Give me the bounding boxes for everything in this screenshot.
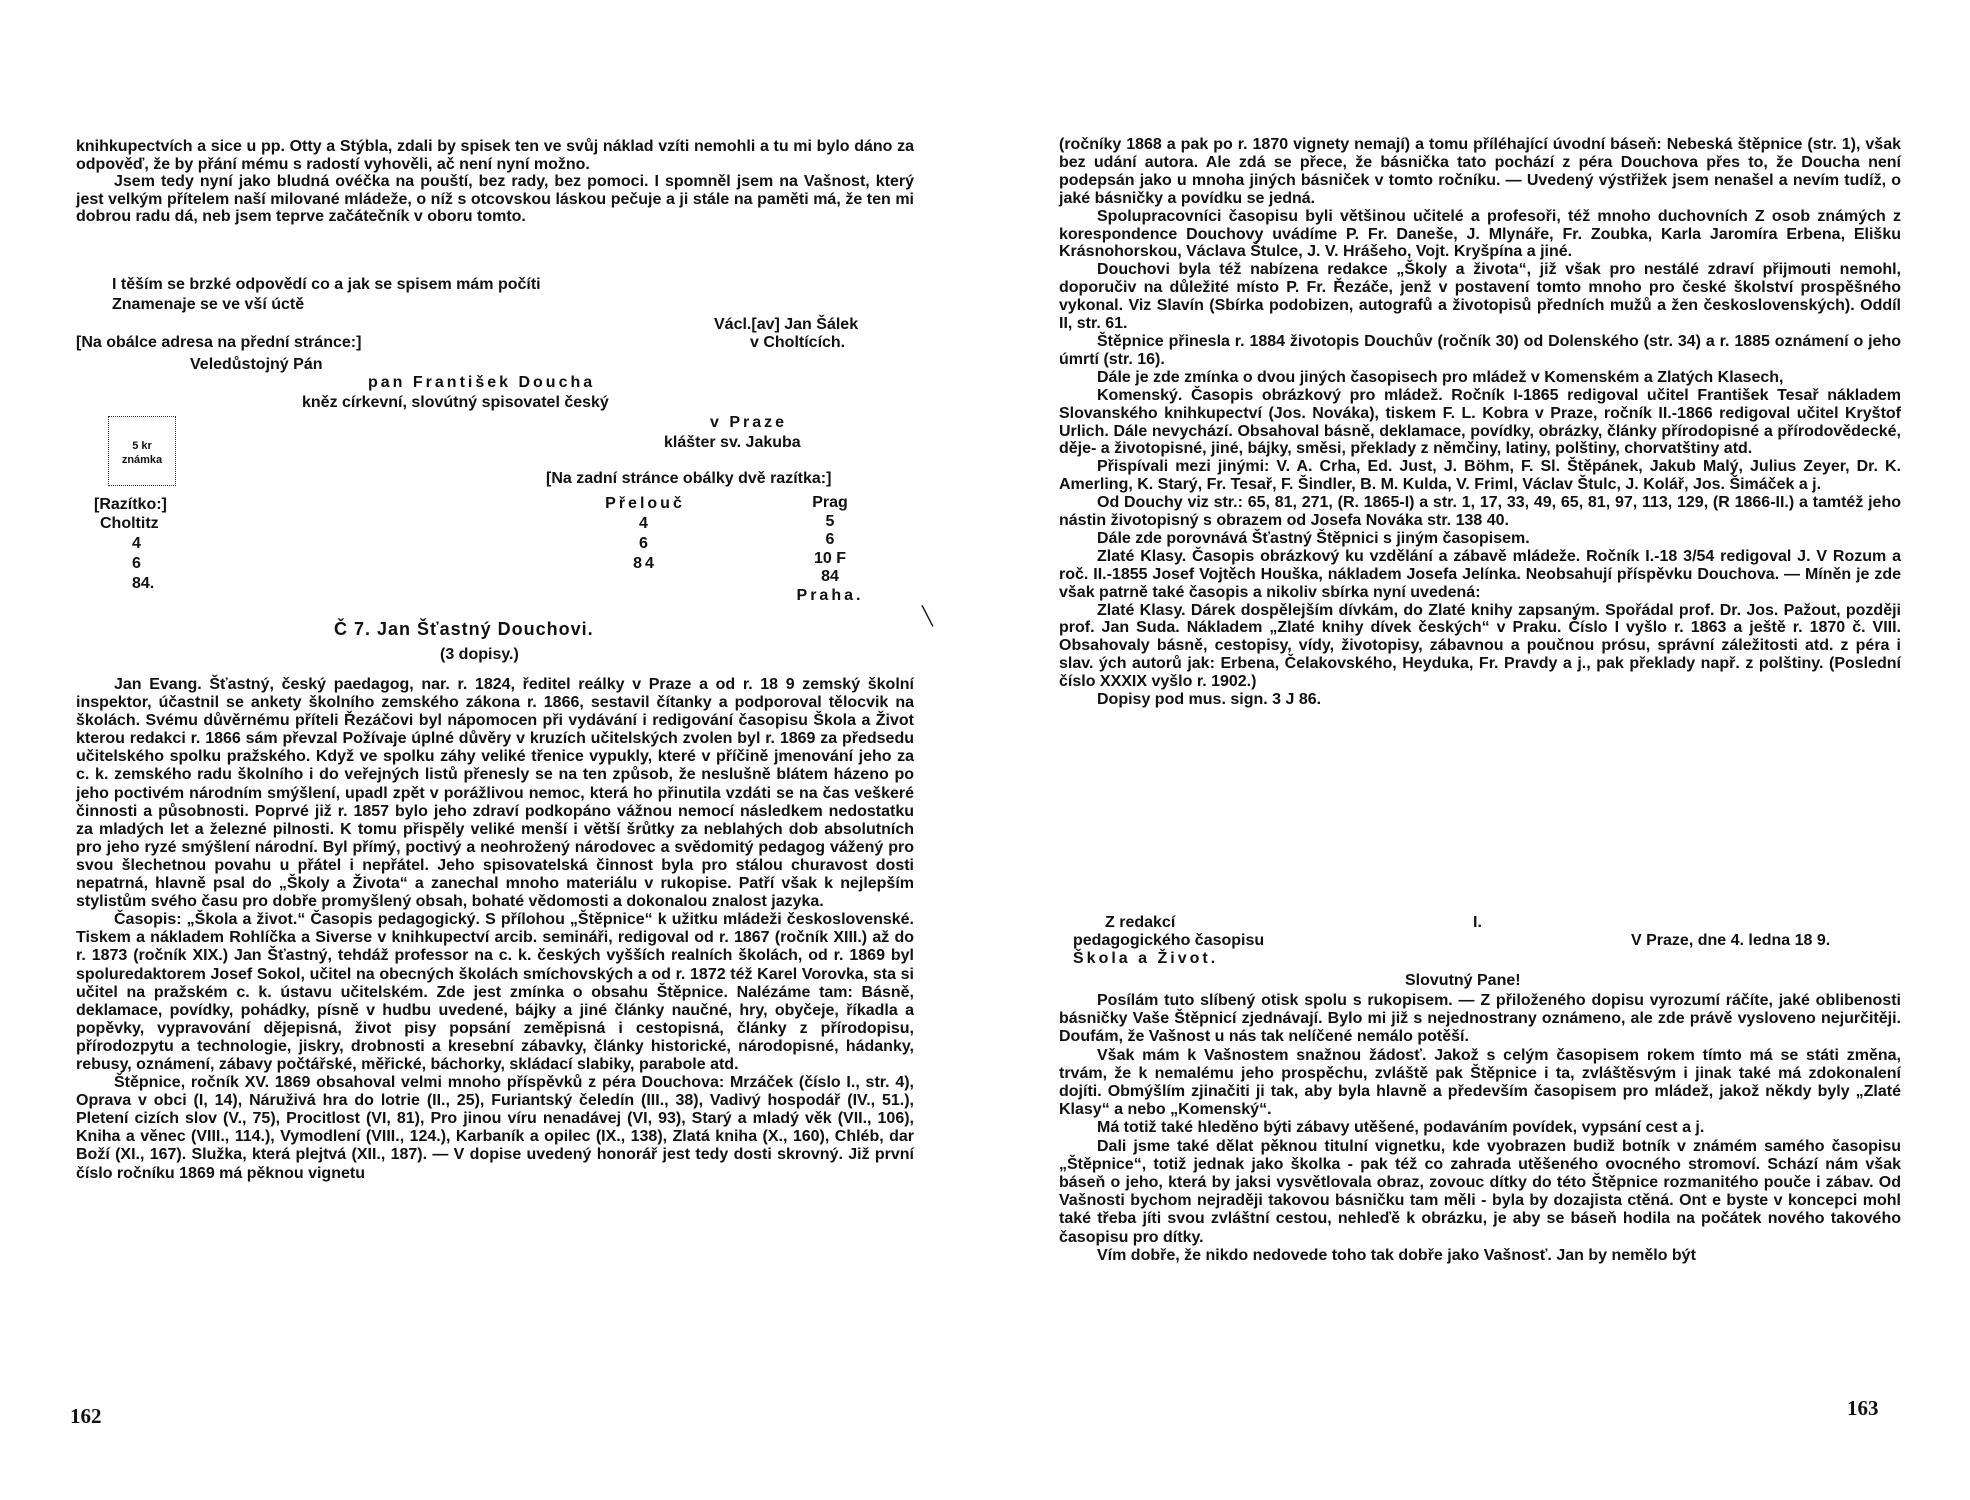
letter-paragraph: Vím dobře, že nikdo nedovede toho tak dobře jako Vašnosť. Jan by nemělo být	[1097, 1246, 1696, 1264]
page-number: 163	[1847, 1396, 1879, 1420]
page-number: 162	[70, 1404, 102, 1428]
stamp-col-3-item: 10 F	[813, 549, 846, 567]
body-paragraph: Od Douchy viz str.: 65, 81, 271, (R. 1865-I) a str. 1, 17, 33, 49, 65, 81, 97, 113, 129, (R 1866-II.) a tamtéž jeho nástin životopisný s obrazem od Josefa Nováka str. 138 40.	[1059, 494, 1901, 530]
stamp-col-2-item: 6	[639, 535, 651, 552]
body-paragraph: Dále zde porovnává Šťastný Štěpnici s jiným časopisem.	[1097, 529, 1530, 547]
stamp-col-1	[100, 514, 159, 594]
stamp-col-1-item: 6	[132, 555, 141, 572]
back-note: [Na zadní stránce obálky dvě razítka:]	[546, 470, 832, 487]
letter-paragraph: Však mám k Vašnostem snažnou žádosť. Jakož s celým časopisem rokem tímto má se státi změna, trvám, že k nemalému jeho prospěchu, zvláště pak Štěpnice i ta, zvláštěsvým i jinak také má zdokonalení dojíti. Obmýšlím zjinačiti ji tak, aby byla hlavně a především časopisem pro mládež, jakož někdy byly „Zlaté Klasy“ a nebo „Komenský“.	[1059, 1046, 1901, 1119]
stamp-col-1-item: 4	[132, 535, 141, 552]
letter-text-top: knihkupectvích a sice u pp. Otty a Stýbla, zdali by spisek ten ve svůj náklad vzíti nemohli a tu mi bylo dáno za odpověď, že by přání mému s radostí vyhověli, ač není nyní možno.	[76, 138, 914, 173]
letter-line-tesim: I těším se brzké odpovědí co a jak se spisem mám počíti	[112, 276, 541, 293]
letter-from-3: Škola a Život.	[1073, 950, 1219, 967]
stamp-col-1-item: 84.	[132, 575, 155, 592]
chapter-heading: Č 7. Jan Šťastný Douchovi.	[334, 619, 594, 639]
letter-paragraph: Posílám tuto slíbený otisk spolu s rukopisem. — Z přiloženého dopisu vyrozumí ráčíte, jaké oblibenosti básničky Vaše Štěpnicí zjednávají. Bylo mi již s nejednostrany oznámeno, ale zde právě vysloveno nejurčitěji. Doufám, že Vašnost u nás tak nelíčené nemálo potěší.	[1059, 992, 1901, 1046]
letter-body	[1059, 992, 1901, 1265]
letter-from-2: pedagogického časopisu	[1073, 932, 1265, 949]
envelope-veled: Veledůstojný Pán	[190, 356, 323, 373]
body-paragraph: Zlaté Klasy. Dárek dospělejším dívkám, do Zlaté knihy zapsaným. Spořádal prof. Dr. Jos. Pažout, později prof. Jan Suda. Nákladem „Zlaté knihy dívek českých“ v Praku. Číslo I vyšlo r. 1863 a ještě r. 1870 č. VIII. Obsahovaly básně, cestopisy, vídy, životopisy, zábavnou a poučnou prósu, správní záležitosti atd. z péra i slav. ých autorů jak: Erbena, Čelakovského, Heyduka, Fr. Pravdy a j., pak překlady např. z polštiny. (Poslední číslo XXXIX vyšlo r. 1902.)	[1059, 601, 1901, 691]
letter-from: Z redakcí	[1105, 914, 1176, 931]
postage-stamp	[108, 416, 176, 486]
addressee-name: pan František Doucha	[368, 374, 596, 391]
letter-paragraph: Dali jsme také dělat pěknou titulní vignetku, kde vyobrazen budiž botník v známém samého časopisu „Štěpnice“, totiž jednak jako školka - pak též co zahrada utěšeného ovocného stromoví. Schází nám však báseň o jeho, která by jaksi vysvětlovala obraz, zovouc dítky do této Štěpnice rozmanitého pouče i zábav. Od Vašnosti bychom nejraději takovou básničku tam měli - byla by dozajista ctěná. Ont e byste v koncepci mohl také třeba jíti svou zvláštní cestou, nehleďě k obrázku, je aby se báseň hodila na počátek nového takového časopisu pro dítky.	[1059, 1137, 1901, 1246]
envelope-note: [Na obálce adresa na přední stránce:]	[76, 334, 362, 351]
stray-mark: ╲	[922, 606, 933, 626]
letter-number: I.	[1473, 914, 1482, 931]
stamp-label: známka	[121, 454, 163, 466]
body-paragraph: Štěpnice přinesla r. 1884 životopis Douchův (ročník 30) od Dolenského (str. 34) a r. 1885 oznámení o jeho úmrtí (str. 16).	[1059, 332, 1901, 368]
letter-salutation: Slovutný Pane!	[1405, 972, 1521, 989]
intro-paragraph	[76, 138, 914, 226]
letter-text-2: Jsem tedy nyní jako bludná ovéčka na pouští, bez rady, bez pomoci. I spomněl jsem na Vašnost, který jest velkým přítelem naší milované mládeže, o níž s otcovskou láskou pečuje a ji stále na paměti má, že ten mi dobrou radu dá, neb jsem teprve začátečník v oboru tomto.	[76, 173, 914, 226]
letter-line-zname: Znamenaje se ve vší úctě	[112, 296, 305, 313]
body-paragraph: (ročníky 1868 a pak po r. 1870 vignety nemají) a tomu příléhající úvodní báseň: Nebeská štěpnice (str. 1), však bez udání autora. Ale zdá se přece, že básnička tato pochází z péra Douchova přes to, že Doucha není podepsán jako u mnoha jiných básniček v tomto ročníku. — Uvedený výstřižek jsem nenašel a nevím tudíž, o jaké básničky a povídku se jedná.	[1059, 136, 1901, 207]
body-paragraph: Časopis: „Škola a život.“ Časopis pedagogický. S přílohou „Štěpnice“ k užitku mládeži československé. Tiskem a nákladem Rohlíčka a Siverse v knihkupectví arcib. semináři, redigoval od r. 1867 (ročník XIII.) až do r. 1873 (ročník XIX.) Jan Šťastný, tehdáž professor na c. k. českých vyšších realních školách, od r. 1869 byl spoluredaktorem Josef Sokol, učitel na obecných školách smíchovských a od r. 1872 též Karel Vorovka, sta si učitel na pražském c. k. ústavu učitelském. Zde jest zmínka o obsahu Štěpnice. Nalézáme tam: Básně, deklamace, povídky, pohádky, písně v hudbu uvedené, bájky a jiné články naučné, hry, obyčeje, říkadla a popěvky, vypravování dějepisná, život pisy popsání zeměpisná i cestopisná, články z přírodopisu, přírodozpytu a technologie, jiskry, drobnosti a kresební zábavky, články historické, národopisné, hádanky, rebusy, oznámení, zábavy počtářské, měřické, báchorky, skládací slabiky, parabole atd.	[76, 911, 914, 1073]
stamp-col-1-item: Choltitz	[100, 515, 159, 532]
body-paragraph: Dále je zde zmínka o dvou jiných časopisech pro mládež v Komenském a Zlatých Klasech,	[1097, 368, 1784, 386]
body-paragraph: Zlaté Klasy. Časopis obrázkový ku vzdělání a zábavě mládeže. Ročník I.-18 3/54 redigoval J. V Rozum a roč. II.-1855 Josef Vojtěch Houška, nákladem Josefa Jelínka. Neobsahují příspěvku Douchova. — Míněn je zde však patrně také časopis a nikoliv sbírka nyní uvedená:	[1059, 547, 1901, 601]
chapter-body	[76, 676, 914, 1183]
body-paragraph: Douchovi byla též nabízena redakce „Školy a života“, již však pro nestálé zdraví přijmouti nemohl, doporučiv na důležité místo P. Fr. Řezáče, jenž v postavení tomto mnoho pro české školství prospěšného vykonal. Viz Slavín (Sbírka podobizen, autografů a životopisů předních mužů a žen československých). Oddíl II, str. 61.	[1059, 261, 1901, 333]
letter-date: V Praze, dne 4. ledna 18 9.	[1631, 932, 1831, 949]
addressee-city: v Praze	[710, 414, 788, 431]
body-paragraph: Přispívali mezi jinými: V. A. Crha, Ed. Just, J. Böhm, F. Sl. Štěpánek, Jakub Malý, Julius Zeyer, Dr. K. Amerling, K. Starý, Fr. Tesař, F. Šindler, B. M. Kulda, V. Friml, Václav Štulc, J. Kolář, Jos. Šimáček a j.	[1059, 458, 1901, 494]
stamp-col-3-item: 5	[825, 512, 835, 530]
stamp-col-2-item: 4	[639, 515, 651, 532]
letter-paragraph: Má totiž také hleděno býti zábavy utěšené, podaváním povídek, vypsání cest a j.	[1097, 1119, 1705, 1137]
signature-name: Václ.[av] Jan Šálek	[714, 316, 859, 333]
addressee-place: klášter sv. Jakuba	[664, 434, 801, 451]
stamp-col-3-item: 6	[825, 531, 835, 548]
body-paragraph: Komenský. Časopis obrázkový pro mládež. Ročník I-1865 redigoval učitel František Tesař nákladem Slovanského knihkupectví (Jos. Nováka), tiskem F. L. Kobra v Praze, ročník II.-1866 redigoval učitel Kryštof Urlich. Dále nevychází. Obsahoval básně, deklamace, povídky, obrázky, články přírodopisné a přírodovědecké, děje- a životopisné, jiné, bájky, směsi, překlady z němčiny, latiny, polštiny, chorvatštiny atd.	[1059, 386, 1901, 458]
body-paragraph: Štěpnice, ročník XV. 1869 obsahoval velmi mnoho příspěvků z péra Douchova: Mrzáček (číslo I., str. 4), Oprava v obci (I, 14), Náruživá hra do lotrie (II., 25), Furiantský čeledín (III., 38), Vadivý hospodář (IV., 51.), Pletení cizích slov (V., 75), Procitlost (VI, 81), Pro jinou víru nenadávej (VI, 93), Starý a mladý věk (VII., 106), Kniha a věnec (VIII., 114.), Vymodlení (VIII., 124.), Karbaník a opilec (IX., 138), Zlatá kniha (X., 160), Chléb, dar Boží (XI., 167). Služka, která plejtvá (XII., 187). — V dopise uvedený honorář jest tedy dosti skrovný. Již první číslo ročníku 1869 má pěknou vignetu	[76, 1074, 914, 1182]
signature-place: v Choltících.	[750, 334, 846, 351]
body-paragraph: Dopisy pod mus. sign. 3 J 86.	[1097, 691, 1322, 709]
razitko-label: [Razítko:]	[94, 496, 167, 513]
stamp-col-2	[600, 494, 690, 574]
right-page	[985, 0, 1970, 1500]
right-body	[1059, 136, 1901, 709]
body-paragraph: Jan Evang. Šťastný, český paedagog, nar. r. 1824, ředitel reálky v Praze a od r. 18 9 zemský školní inspektor, účastnil se ankety školního zemského zákona r. 1866, sestavil čítanky a podporoval tělocvik na školách. Svému důvěrnému příteli Řezáčovi byl nápomocen při vydávání i redigování časopisu Škola a Život kterou redakci r. 1866 sám převzal Požívaje úplné důvěry v kruzích učitelských zvolen byl r. 1869 za předsedu učitelského spolku pražského. Když ve spolku záhy veliké třenice vypukly, které v příčině jmenování jeho za c. k. zemského radu školního i do veřejných listů přenesly se na ten způsob, že neslušně blátem házeno po jeho poctivém národním smýšlení, upadl zpět v porážlivou nemoc, která ho přinutila vzdáti se na čas veškeré činnosti a působnosti. Poprvé již r. 1857 bylo jeho zdraví podkopáno vážnou nemocí následkem nedostatku za mladých let a železné pilnosti. K tomu přispěly veliké menší i větší šrůtky za neblahých dob absolutních pro jeho ryzé smýšlení národní. Byl přímý, poctivý a neohrožený národovec a svědomitý pedagog vážený pro svou šlechetnou povahu u přátel i nepřátel. Jeho spisovatelská činnost byla pro stálou churavost dosti nepatrná, hlavně psal do „Školy a Života“ a zanechal mnoho materiálu v rukopise. Patří však k nejlepším stylistům svého času pro dobře promyšlený obsah, bohaté vědomosti a dokonalou znalost jazyka.	[76, 676, 914, 911]
stamp-col-3	[790, 494, 870, 605]
stamp-value: 5 kr	[132, 440, 152, 452]
stamp-col-3-item: 84	[821, 568, 839, 585]
body-paragraph: Spolupracovníci časopisu byli většinou učitelé a profesoři, též mnoho duchovních Z osob známých z korespondence Douchovy uvádíme P. Fr. Daneše, J. Mlynáře, Fr. Zoubka, Karla Jaromíra Erbena, Elišku Krásnohorskou, Václava Štulce, J. V. Hrášeho, Vojt. Kryšpína a jiné.	[1059, 207, 1901, 261]
stamp-col-2-item: 84	[633, 555, 657, 572]
stamp-col-3-item: Praha.	[796, 586, 864, 604]
addressee-title: kněz církevní, slovútný spisovatel český	[302, 394, 609, 411]
stamp-col-2-item: Přelouč	[605, 495, 685, 512]
chapter-subheading: (3 dopisy.)	[440, 646, 519, 663]
stamp-col-3-item: Prag	[812, 494, 848, 511]
